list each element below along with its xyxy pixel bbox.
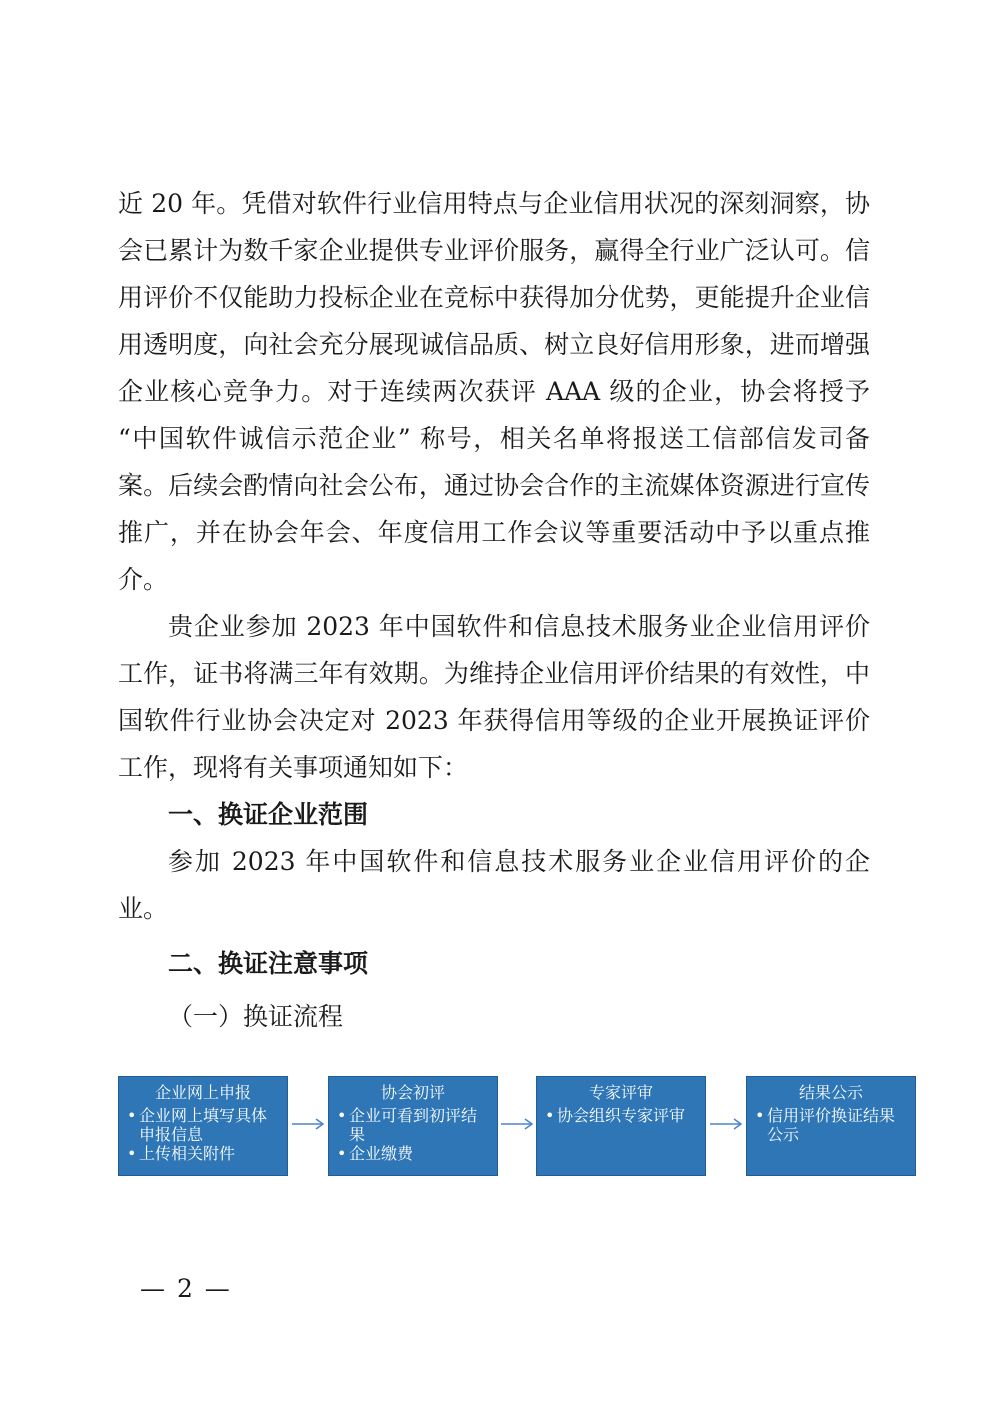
flow-step-title: 结果公示: [798, 1083, 863, 1102]
flow-step-expert-review: [536, 1076, 706, 1176]
arrow-right-icon: [706, 1114, 746, 1134]
flow-step-item: • 信用评价换证结果公示: [755, 1106, 907, 1144]
flow-step-result-publication: [746, 1076, 916, 1176]
section-heading-scope: 一、换证企业范围: [168, 800, 369, 829]
flow-step-preliminary-review: [328, 1076, 498, 1176]
arrow-right-icon: [288, 1114, 328, 1134]
paragraph-renewal-notice: 贵企业参加 2023 年中国软件和信息技术服务业企业信用评价工作，证书将满三年有效期。为维持企业信用评价结果的有效性，中国软件行业协会决定对 2023 年获得信用等级的企业开展换证评价工作，现将有关事项通知如下：: [118, 612, 870, 782]
body-text: [118, 180, 870, 1040]
page-number: — 2 —: [140, 1274, 232, 1303]
paragraph-credit-evaluation-intro: 近 20 年。凭借对软件行业信用特点与企业信用状况的深刻洞察，协会已累计为数千家企业提供专业评价服务，赢得全行业广泛认可。信用评价不仅能助力投标企业在竞标中获得加分优势，更能提升企业信用透明度，向社会充分展现诚信品质、树立良好信用形象，进而增强企业核心竞争力。对于连续两次获评 AAA 级的企业，协会将授予 “中国软件诚信示范企业” 称号，相关名单将报送工信部信发司备案。后续会酌情向社会公布，通过协会合作的主流媒体资源进行宣传推广，并在协会年会、年度信用工作会议等重要活动中予以重点推介。: [118, 189, 870, 594]
flow-step-item: • 上传相关附件: [127, 1144, 279, 1163]
subsection-heading-process: （一）换证流程: [168, 1002, 344, 1031]
paragraph-scope: 参加 2023 年中国软件和信息技术服务业企业信用评价的企业。: [118, 847, 870, 923]
renewal-process-flowchart: [118, 1076, 918, 1176]
flow-step-item: • 企业缴费: [337, 1144, 489, 1163]
flow-step-item: • 企业可看到初评结果: [337, 1106, 489, 1144]
flow-step-title: 协会初评: [380, 1083, 445, 1102]
flow-step-item: • 企业网上填写具体申报信息: [127, 1106, 279, 1144]
flow-step-item: • 协会组织专家评审: [545, 1106, 697, 1125]
section-heading-notes: 二、换证注意事项: [168, 949, 369, 978]
flow-step-title: 企业网上申报: [154, 1083, 251, 1102]
arrow-right-icon: [497, 1114, 537, 1134]
flow-step-online-application: [118, 1076, 288, 1176]
flow-step-title: 专家评审: [588, 1083, 653, 1102]
